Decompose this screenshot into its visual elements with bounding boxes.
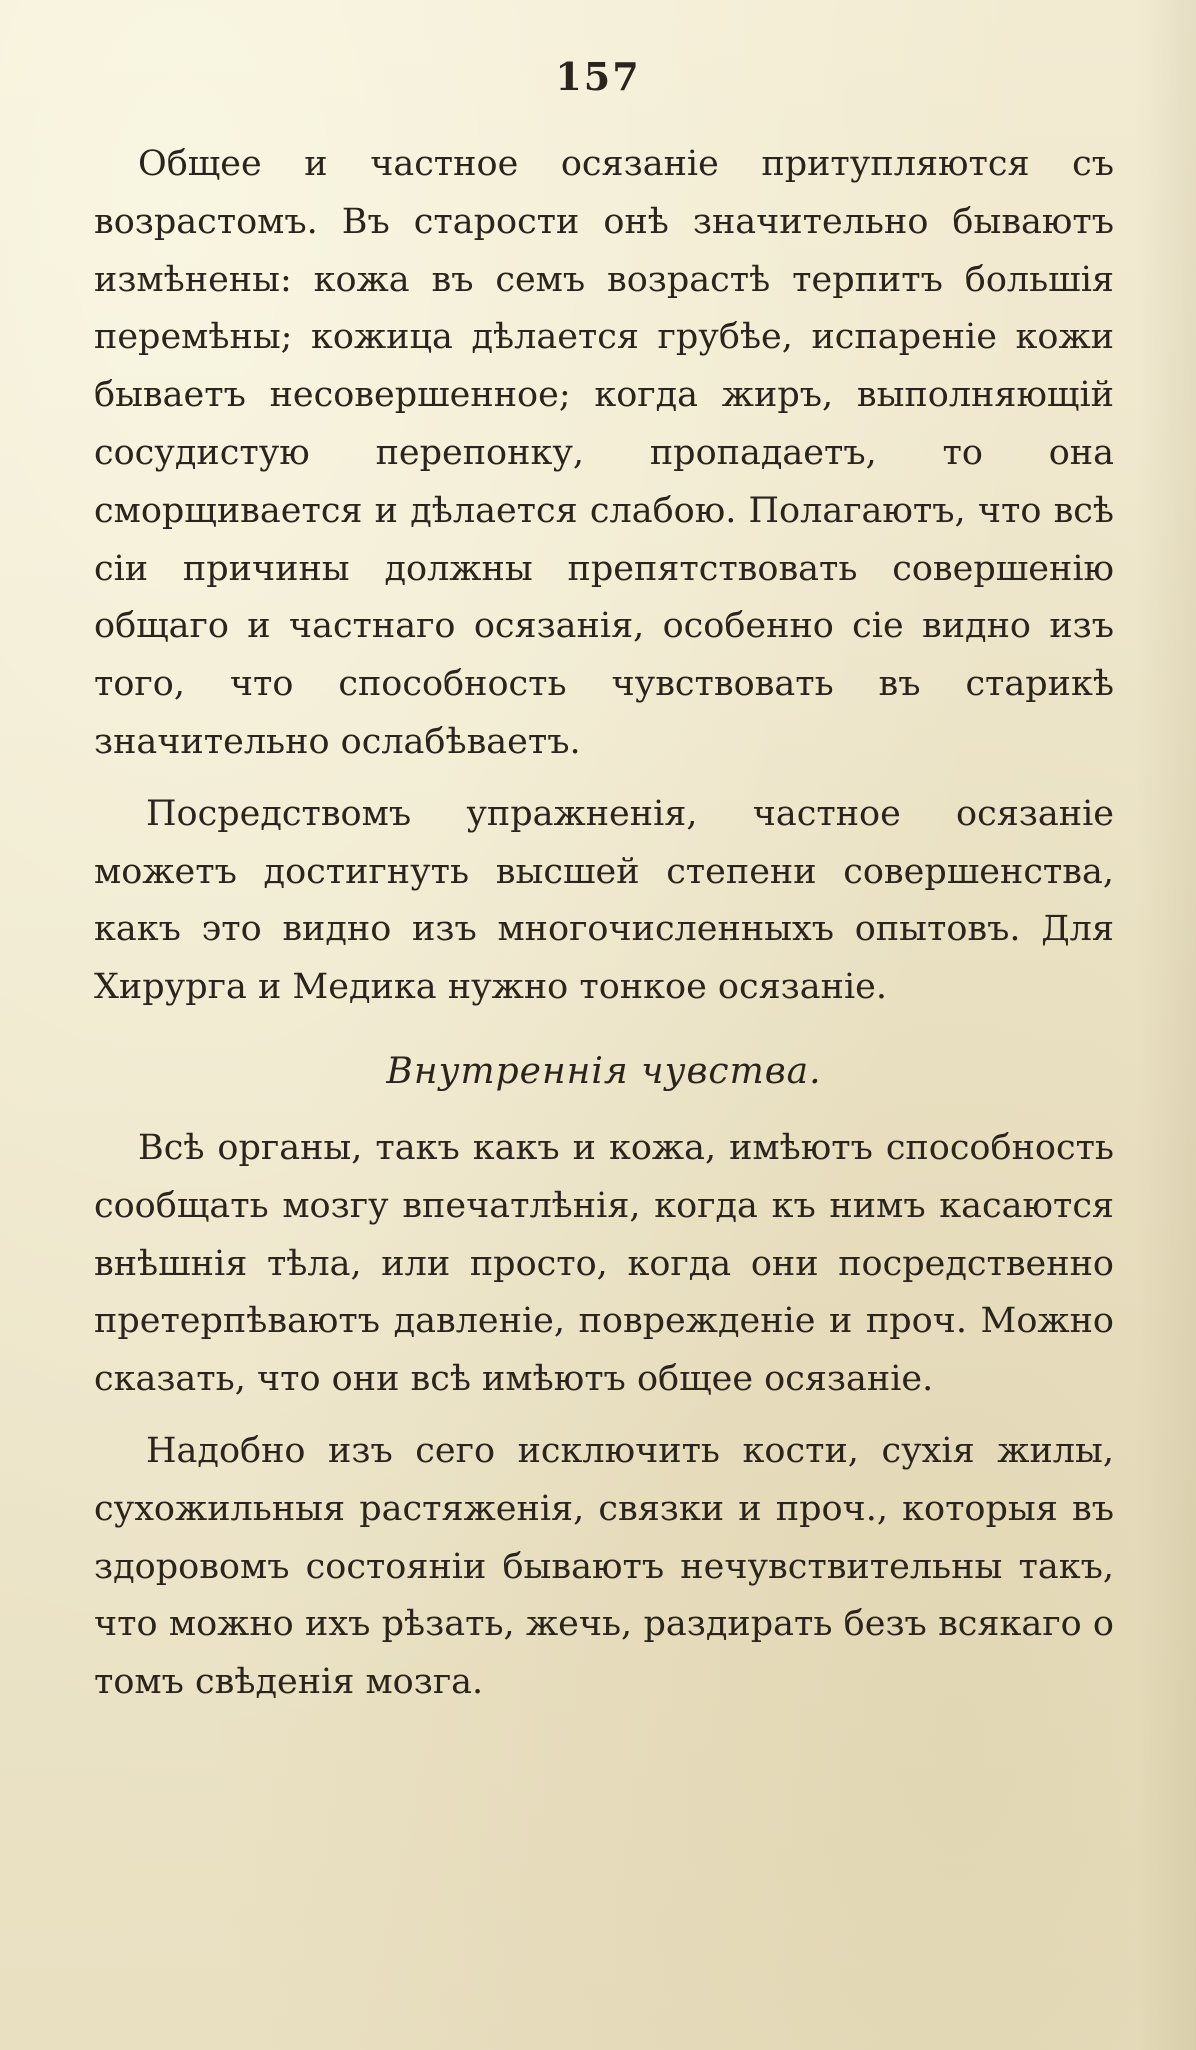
paragraph-organs-sensation: Всѣ органы, такъ какъ и кожа, имѣютъ способность сообщать мозгу впечатлѣнія, когда къ нимъ касаются внѣшнія тѣла, или просто, когда они посредственно претерпѣваютъ давленіе, поврежденіе и проч. Можно сказать, что они всѣ имѣютъ общее осязаніе.	[94, 1127, 1114, 1400]
section-heading: Внутреннія чувства.	[386, 1050, 822, 1092]
paragraph-insensitive-tissues: Надобно изъ сего исключить кости, сухія жилы, сухожильныя растяженія, связки и проч., которыя въ здоровомъ состояніи бываютъ нечувствительны такъ, что можно ихъ рѣзать, жечь, раздирать безъ всякаго о томъ свѣденія мозга.	[94, 1430, 1114, 1703]
page-number: 157	[555, 54, 641, 99]
body-text	[94, 136, 1114, 1726]
paragraph-exercise-touch: Посредствомъ упражненія, частное осязаніе можетъ достигнуть высшей степени совершенства, какъ это видно изъ многочисленныхъ опытовъ. Для Хирурга и Медика нужно тонкое осязаніе.	[94, 793, 1114, 1008]
paragraph-aging-touch: Общее и частное осязаніе притупляются съ возрастомъ. Въ старости онѣ значительно бываютъ измѣнены: кожа въ семъ возрастѣ терпитъ большія перемѣны; кожица дѣлается грубѣе, испареніе кожи бываетъ несовершенное; когда жиръ, выполняющій сосудистую перепонку, пропадаетъ, то она сморщивается и дѣлается слабою. Полагаютъ, что всѣ сіи причины должны препятствовать совершенію общаго и частнаго осязанія, особенно сіе видно изъ того, что способность чувствовать въ старикѣ значительно ослабѣваетъ.	[94, 144, 1114, 762]
